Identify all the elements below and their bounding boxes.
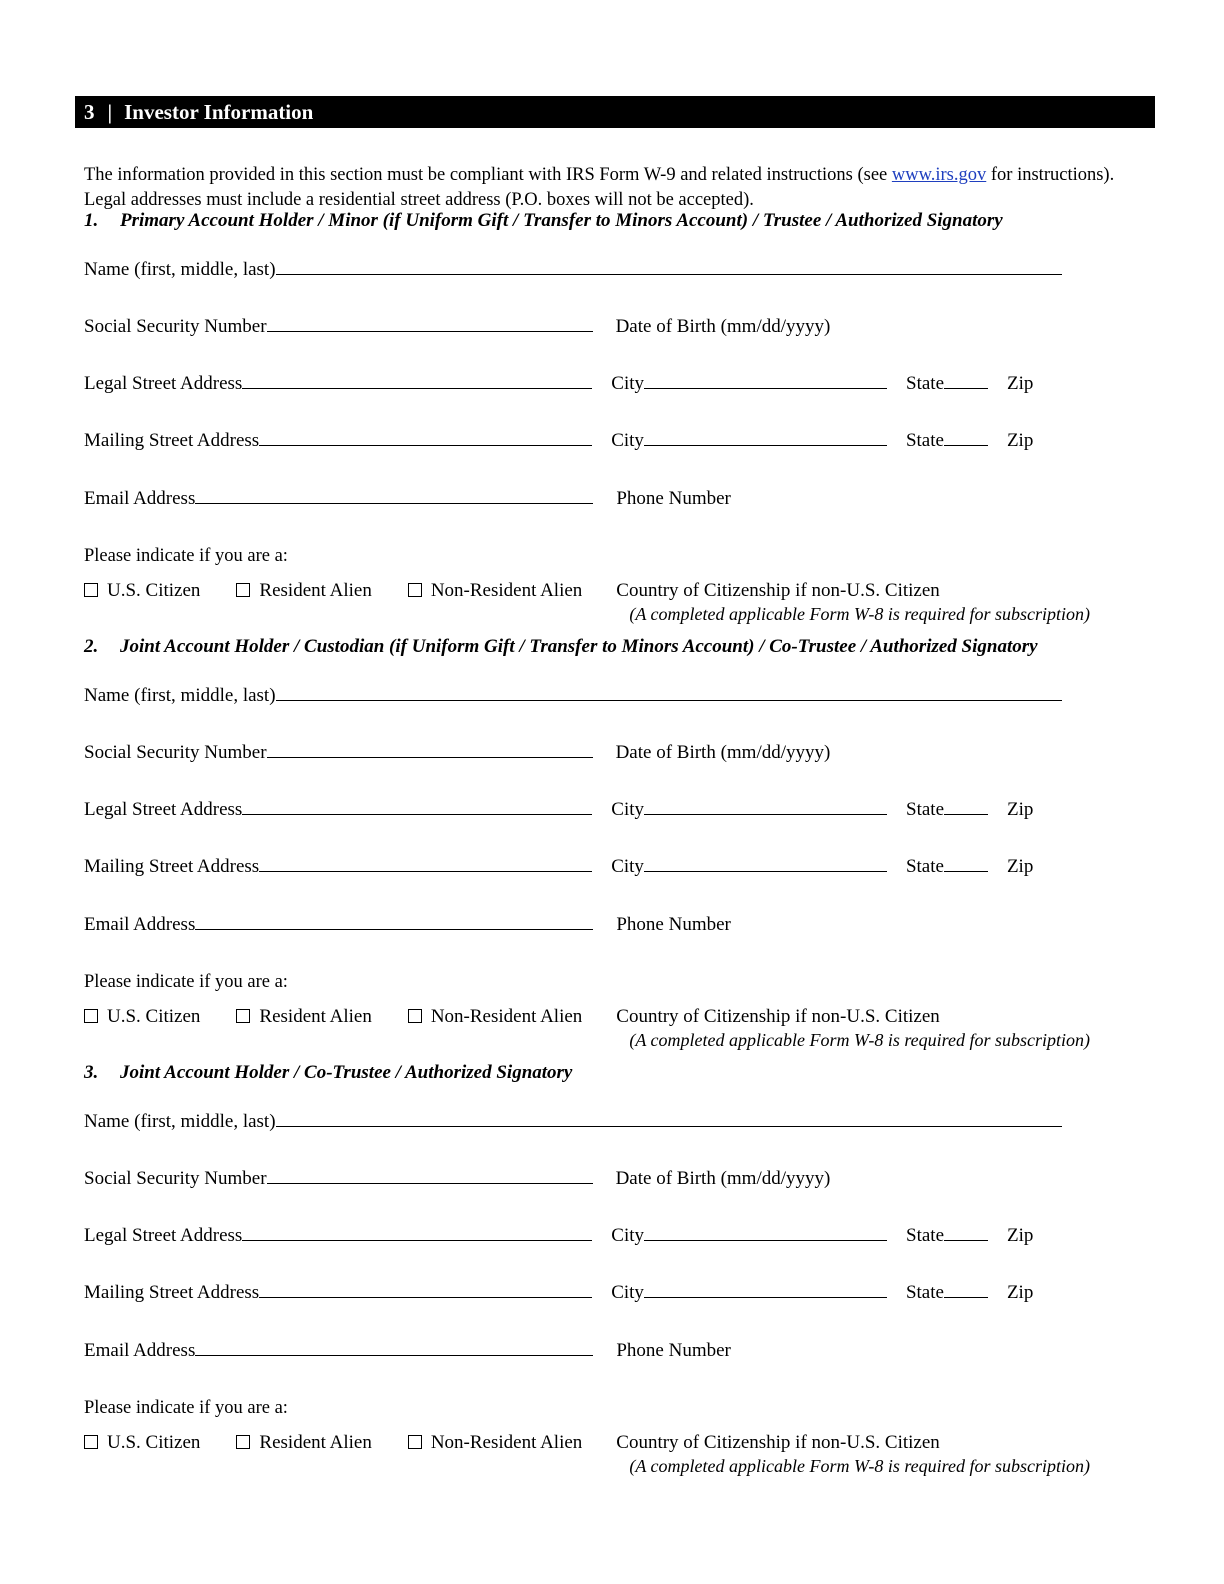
ssn-input-1[interactable] bbox=[267, 315, 593, 332]
country-citizenship-label-3: Country of Citizenship if non-U.S. Citizen bbox=[616, 1432, 940, 1453]
mailing-street-input-1[interactable] bbox=[259, 429, 592, 446]
investor-block-3-number: 3. bbox=[84, 1062, 99, 1083]
non-resident-alien-label-3: Non-Resident Alien bbox=[430, 1432, 583, 1453]
us-citizen-option-1[interactable] bbox=[84, 580, 200, 602]
legal-city-label-2: City bbox=[611, 799, 645, 820]
name-row-2 bbox=[84, 684, 1164, 710]
section-separator: | bbox=[107, 99, 113, 124]
mailing-address-row-3 bbox=[84, 1281, 1164, 1307]
mailing-street-label-1: Mailing Street Address bbox=[84, 430, 260, 451]
mailing-city-input-2[interactable] bbox=[644, 855, 887, 872]
email-phone-row-1 bbox=[84, 487, 1164, 513]
mailing-city-label-1: City bbox=[611, 430, 644, 451]
investor-block-2 bbox=[0, 636, 1224, 1056]
dob-label-1: Date of Birth (mm/dd/yyyy) bbox=[615, 316, 831, 337]
section-title: Investor Information bbox=[124, 99, 314, 124]
ssn-input-3[interactable] bbox=[267, 1167, 593, 1184]
legal-city-label-3: City bbox=[611, 1225, 645, 1246]
mailing-city-input-3[interactable] bbox=[644, 1281, 887, 1298]
checkbox-icon[interactable] bbox=[236, 1435, 250, 1449]
investor-block-2-number: 2. bbox=[84, 636, 99, 657]
ssn-dob-row-3 bbox=[84, 1167, 1164, 1193]
us-citizen-label-1: U.S. Citizen bbox=[107, 580, 201, 601]
ssn-input-2[interactable] bbox=[267, 741, 593, 758]
name-input-1[interactable] bbox=[276, 258, 1062, 275]
mailing-state-input-1[interactable] bbox=[944, 429, 988, 446]
section-number: 3 bbox=[84, 99, 95, 124]
ssn-label-1: Social Security Number bbox=[84, 316, 267, 337]
legal-city-label-1: City bbox=[611, 373, 645, 394]
us-citizen-option-3[interactable] bbox=[84, 1432, 200, 1454]
email-phone-row-2 bbox=[84, 913, 1164, 939]
name-label-2: Name (first, middle, last) bbox=[84, 685, 276, 706]
us-citizen-label-2: U.S. Citizen bbox=[107, 1006, 201, 1027]
us-citizen-label-3: U.S. Citizen bbox=[107, 1432, 201, 1453]
legal-address-row-2 bbox=[84, 798, 1164, 824]
country-citizenship-label-2: Country of Citizenship if non-U.S. Citizen bbox=[616, 1006, 940, 1027]
email-input-1[interactable] bbox=[195, 487, 593, 504]
section-header-bar bbox=[75, 96, 1155, 128]
legal-city-input-1[interactable] bbox=[644, 372, 887, 389]
mailing-state-label-3: State bbox=[905, 1282, 944, 1303]
mailing-street-input-3[interactable] bbox=[259, 1281, 592, 1298]
dob-label-3: Date of Birth (mm/dd/yyyy) bbox=[615, 1168, 831, 1189]
mailing-city-label-2: City bbox=[611, 856, 644, 877]
email-label-1: Email Address bbox=[84, 488, 196, 509]
ssn-label-2: Social Security Number bbox=[84, 742, 267, 763]
phone-label-2: Phone Number bbox=[616, 914, 731, 935]
investor-block-1 bbox=[0, 210, 1224, 630]
resident-alien-option-1[interactable] bbox=[236, 580, 371, 602]
citizenship-options-1 bbox=[84, 580, 1164, 602]
legal-street-label-2: Legal Street Address bbox=[84, 799, 243, 820]
name-label-1: Name (first, middle, last) bbox=[84, 259, 276, 280]
non-resident-alien-label-2: Non-Resident Alien bbox=[430, 1006, 583, 1027]
checkbox-icon[interactable] bbox=[236, 583, 250, 597]
ssn-dob-row-1 bbox=[84, 315, 1164, 341]
mailing-address-row-2 bbox=[84, 855, 1164, 881]
intro-paragraph bbox=[84, 163, 1144, 213]
mailing-address-row-1 bbox=[84, 429, 1164, 455]
phone-label-3: Phone Number bbox=[616, 1340, 731, 1361]
mailing-state-label-1: State bbox=[905, 430, 944, 451]
name-label-3: Name (first, middle, last) bbox=[84, 1111, 276, 1132]
irs-website-link[interactable]: www.irs.gov bbox=[891, 164, 987, 185]
checkbox-icon[interactable] bbox=[236, 1009, 250, 1023]
please-indicate-label-3: Please indicate if you are a: bbox=[84, 1398, 288, 1418]
investor-block-1-number: 1. bbox=[84, 210, 99, 231]
legal-street-input-1[interactable] bbox=[242, 372, 592, 389]
country-citizenship-label-1: Country of Citizenship if non-U.S. Citizen bbox=[616, 580, 940, 601]
legal-state-input-1[interactable] bbox=[944, 372, 988, 389]
mailing-street-input-2[interactable] bbox=[259, 855, 592, 872]
mailing-city-input-1[interactable] bbox=[644, 429, 887, 446]
phone-label-1: Phone Number bbox=[616, 488, 731, 509]
ssn-label-3: Social Security Number bbox=[84, 1168, 267, 1189]
mailing-city-label-3: City bbox=[611, 1282, 644, 1303]
resident-alien-option-2[interactable] bbox=[236, 1006, 371, 1028]
checkbox-icon[interactable] bbox=[408, 583, 422, 597]
checkbox-icon[interactable] bbox=[84, 1435, 98, 1449]
email-input-3[interactable] bbox=[195, 1339, 593, 1356]
email-label-2: Email Address bbox=[84, 914, 196, 935]
please-indicate-label-2: Please indicate if you are a: bbox=[84, 972, 288, 992]
investor-block-1-heading bbox=[84, 210, 1164, 232]
email-label-3: Email Address bbox=[84, 1340, 196, 1361]
mailing-state-input-3[interactable] bbox=[944, 1281, 988, 1298]
legal-state-label-1: State bbox=[906, 373, 945, 394]
checkbox-icon[interactable] bbox=[84, 583, 98, 597]
legal-address-row-3 bbox=[84, 1224, 1164, 1250]
citizenship-options-2 bbox=[84, 1006, 1164, 1028]
investor-block-2-title: Joint Account Holder / Custodian (if Uniform Gift / Transfer to Minors Account) / Co-Trustee / Authorized Signatory bbox=[120, 636, 1038, 657]
intro-text-part2: for instructions). Legal addresses must include a residential street address (P.O. boxes will not be accepted). bbox=[84, 164, 1115, 210]
ssn-dob-row-2 bbox=[84, 741, 1164, 767]
name-input-2[interactable] bbox=[276, 684, 1062, 701]
resident-alien-label-3: Resident Alien bbox=[259, 1432, 372, 1453]
checkbox-icon[interactable] bbox=[84, 1009, 98, 1023]
citizenship-options-3 bbox=[84, 1432, 1164, 1454]
legal-city-input-3[interactable] bbox=[644, 1224, 887, 1241]
checkbox-icon[interactable] bbox=[408, 1435, 422, 1449]
name-input-3[interactable] bbox=[276, 1110, 1062, 1127]
checkbox-icon[interactable] bbox=[408, 1009, 422, 1023]
investor-block-3-title: Joint Account Holder / Co-Trustee / Authorized Signatory bbox=[120, 1062, 573, 1083]
w8-note-3: (A completed applicable Form W-8 is required for subscription) bbox=[629, 1456, 1090, 1476]
non-resident-alien-option-3[interactable] bbox=[408, 1432, 582, 1454]
non-resident-alien-label-1: Non-Resident Alien bbox=[430, 580, 583, 601]
legal-street-input-3[interactable] bbox=[242, 1224, 592, 1241]
intro-text-part1: The information provided in this section must be compliant with IRS Form W-9 and related instructions (see bbox=[84, 164, 892, 185]
w8-note-2: (A completed applicable Form W-8 is required for subscription) bbox=[629, 1030, 1090, 1050]
investor-block-3 bbox=[0, 1062, 1224, 1482]
legal-zip-label-2: Zip bbox=[1007, 799, 1034, 820]
investor-block-1-title: Primary Account Holder / Minor (if Uniform Gift / Transfer to Minors Account) / Trustee / Authorized Signatory bbox=[120, 210, 1003, 231]
resident-alien-option-3[interactable] bbox=[236, 1432, 371, 1454]
mailing-state-label-2: State bbox=[905, 856, 944, 877]
mailing-zip-label-3: Zip bbox=[1006, 1282, 1034, 1303]
legal-address-row-1 bbox=[84, 372, 1164, 398]
legal-street-input-2[interactable] bbox=[242, 798, 592, 815]
mailing-street-label-3: Mailing Street Address bbox=[84, 1282, 260, 1303]
investor-block-3-heading bbox=[84, 1062, 1164, 1084]
w8-note-1: (A completed applicable Form W-8 is required for subscription) bbox=[629, 604, 1090, 624]
legal-city-input-2[interactable] bbox=[644, 798, 887, 815]
non-resident-alien-option-1[interactable] bbox=[408, 580, 582, 602]
please-indicate-label-1: Please indicate if you are a: bbox=[84, 546, 288, 566]
legal-state-label-2: State bbox=[906, 799, 945, 820]
name-row-1 bbox=[84, 258, 1164, 284]
us-citizen-option-2[interactable] bbox=[84, 1006, 200, 1028]
email-phone-row-3 bbox=[84, 1339, 1164, 1365]
mailing-zip-label-1: Zip bbox=[1006, 430, 1034, 451]
investor-block-2-heading bbox=[84, 636, 1164, 658]
email-input-2[interactable] bbox=[195, 913, 593, 930]
mailing-state-input-2[interactable] bbox=[944, 855, 988, 872]
legal-street-label-1: Legal Street Address bbox=[84, 373, 243, 394]
mailing-zip-label-2: Zip bbox=[1006, 856, 1034, 877]
name-row-3 bbox=[84, 1110, 1164, 1136]
resident-alien-label-1: Resident Alien bbox=[259, 580, 372, 601]
legal-state-label-3: State bbox=[906, 1225, 945, 1246]
legal-zip-label-3: Zip bbox=[1007, 1225, 1034, 1246]
legal-state-input-2[interactable] bbox=[944, 798, 988, 815]
resident-alien-label-2: Resident Alien bbox=[259, 1006, 372, 1027]
legal-zip-label-1: Zip bbox=[1007, 373, 1034, 394]
dob-label-2: Date of Birth (mm/dd/yyyy) bbox=[615, 742, 831, 763]
legal-state-input-3[interactable] bbox=[944, 1224, 988, 1241]
legal-street-label-3: Legal Street Address bbox=[84, 1225, 243, 1246]
non-resident-alien-option-2[interactable] bbox=[408, 1006, 582, 1028]
mailing-street-label-2: Mailing Street Address bbox=[84, 856, 260, 877]
